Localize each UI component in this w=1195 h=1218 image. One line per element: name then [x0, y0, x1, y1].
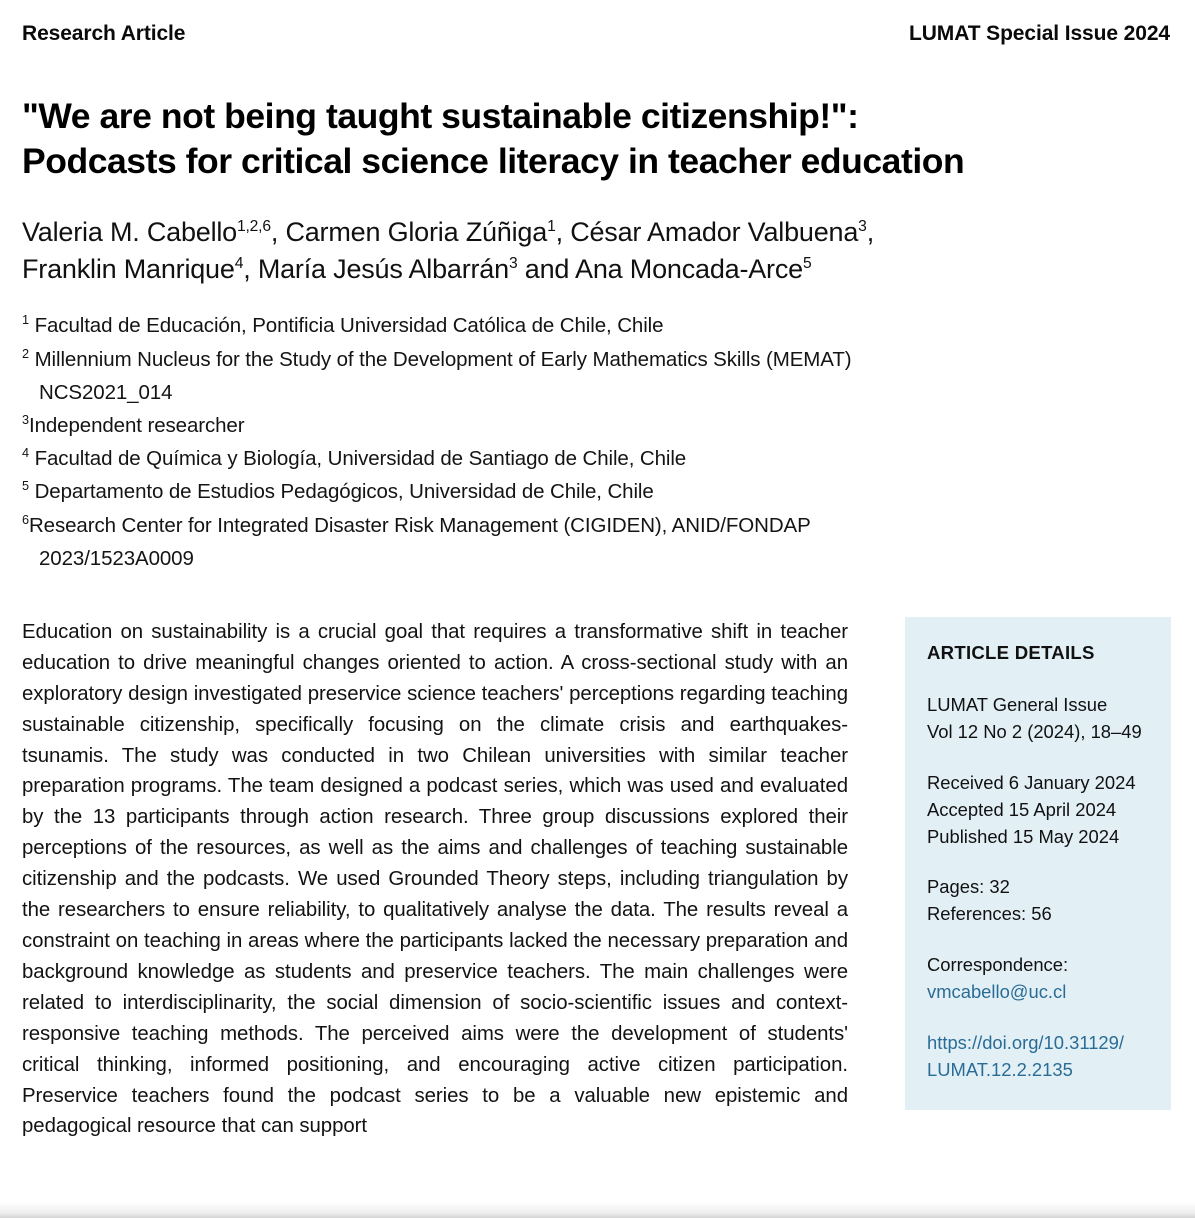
- correspondence-label: Correspondence:: [927, 954, 1069, 976]
- reference-count: References: 56: [927, 903, 1052, 925]
- dates-group: [927, 770, 1149, 851]
- page-title-line-2: Podcasts for critical science literacy in teacher education: [22, 141, 965, 182]
- author-separator: and: [517, 253, 576, 284]
- affiliation-text: Independent researcher: [28, 413, 245, 437]
- author-separator: ,: [270, 216, 286, 247]
- affiliation-item: [22, 509, 1173, 542]
- author-affiliation-marker: 4: [234, 254, 244, 272]
- affiliation-text: Facultad de Educación, Pontificia Universidad Católica de Chile, Chile: [28, 314, 664, 338]
- doi-link-line-2[interactable]: LUMAT.12.2.2135: [927, 1058, 1073, 1080]
- counts-group: [927, 874, 1149, 928]
- running-head: [22, 0, 1173, 46]
- author-affiliation-marker: 3: [508, 254, 518, 272]
- author-separator: ,: [243, 253, 258, 284]
- article-details-heading: ARTICLE DETAILS: [927, 641, 1095, 663]
- affiliation-marker: 4: [22, 445, 29, 461]
- page-title-line-1: "We are not being taught sustainable citizenship!":: [22, 96, 859, 136]
- affiliation-marker: 5: [22, 478, 29, 494]
- received-date: Received 6 January 2024: [927, 771, 1136, 793]
- content-area: [22, 617, 1173, 1142]
- page-bottom-edge: [0, 1202, 1195, 1218]
- author-affiliation-marker: 3: [858, 217, 867, 235]
- abstract-text: Education on sustainability is a crucial goal that requires a transformative shift in teacher education to drive meaningful changes oriented to action. A cross-sectional study with an exploratory design investigated preservice science teachers' perceptions regarding teaching sustainable citizenship, specifically focusing on the climate crisis and earthquakes-tsunamis. The study was conducted in two Chilean universities with similar teacher preparation programs. The team designed a podcast series, which was used and evaluated by the 13 participants through action research. Three group discussions explored their perceptions of the resources, as well as the aims and challenges of teaching sustainable citizenship and the podcasts. We used Grounded Theory steps, including triangulation by the researchers to ensure reliability, to qualitatively analyse the data. The results reveal a constraint on teaching in areas where the participants lacked the necessary preparation and background knowledge as students and preservice teachers. The main challenges were related to interdisciplinarity, the social dimension of socio-scientific issues and context-responsive teaching methods. The perceived aims were the development of students' critical thinking, informed positioning, and encouraging active citizen participation. Preservice teachers found the podcast series to be a valuable new epistemic and pedagogical resource that can support: [22, 620, 848, 1138]
- author-line-1: [22, 214, 1173, 251]
- author-separator: ,: [555, 216, 571, 247]
- accepted-date: Accepted 15 April 2024: [927, 798, 1117, 820]
- affiliation-text: Facultad de Química y Biología, Universidad de Santiago de Chile, Chile: [28, 447, 687, 471]
- author-name: Ana Moncada-Arce: [575, 253, 803, 284]
- affiliation-item: [22, 409, 1173, 442]
- issue-volume-pages: Vol 12 No 2 (2024), 18–49: [927, 720, 1142, 742]
- affiliation-item: [22, 309, 1173, 342]
- affiliation-continuation: NCS2021_014: [39, 380, 173, 404]
- author-list: [22, 214, 1173, 287]
- running-head-left: Research Article: [22, 22, 186, 45]
- affiliation-marker: 6: [22, 511, 29, 527]
- issue-info-group: [927, 692, 1149, 746]
- affiliation-marker: 2: [22, 345, 29, 361]
- published-date: Published 15 May 2024: [927, 825, 1120, 847]
- issue-name: LUMAT General Issue: [927, 694, 1108, 716]
- author-affiliation-marker: 1: [547, 217, 556, 235]
- author-name: Valeria M. Cabello: [22, 216, 237, 247]
- correspondence-email-link[interactable]: vmcabello@uc.cl: [927, 980, 1067, 1002]
- affiliation-continuation: 2023/1523A0009: [39, 546, 194, 570]
- affiliation-text: Millennium Nucleus for the Study of the Development of Early Mathematics Skills (MEMAT): [28, 347, 852, 371]
- author-name: María Jesús Albarrán: [257, 253, 509, 284]
- correspondence-group: [927, 952, 1149, 1006]
- author-separator: ,: [866, 216, 874, 247]
- affiliation-marker: 1: [22, 312, 29, 328]
- affiliation-item: [22, 475, 1173, 508]
- affiliation-item: [22, 442, 1173, 475]
- author-affiliation-marker: 1,2,6: [237, 217, 271, 235]
- running-head-right: LUMAT Special Issue 2024: [909, 22, 1170, 45]
- author-name: César Amador Valbuena: [570, 216, 859, 247]
- doi-link-line-1[interactable]: https://doi.org/10.31129/: [927, 1031, 1124, 1053]
- affiliation-list: [22, 309, 1173, 575]
- affiliation-item: [22, 343, 1173, 376]
- affiliation-text: Research Center for Integrated Disaster Risk Management (CIGIDEN), ANID/FONDAP: [28, 513, 811, 537]
- author-name: Franklin Manrique: [22, 253, 235, 284]
- affiliation-marker: 3: [22, 412, 29, 428]
- author-affiliation-marker: 5: [802, 254, 812, 272]
- article-details-panel: [905, 617, 1171, 1110]
- author-name: Carmen Gloria Zúñiga: [285, 216, 548, 247]
- page-title: [22, 94, 1173, 185]
- page-count: Pages: 32: [927, 876, 1010, 898]
- affiliation-text: Departamento de Estudios Pedagógicos, Universidad de Chile, Chile: [28, 480, 654, 504]
- doi-group: [927, 1030, 1149, 1084]
- author-line-2: [22, 251, 1173, 288]
